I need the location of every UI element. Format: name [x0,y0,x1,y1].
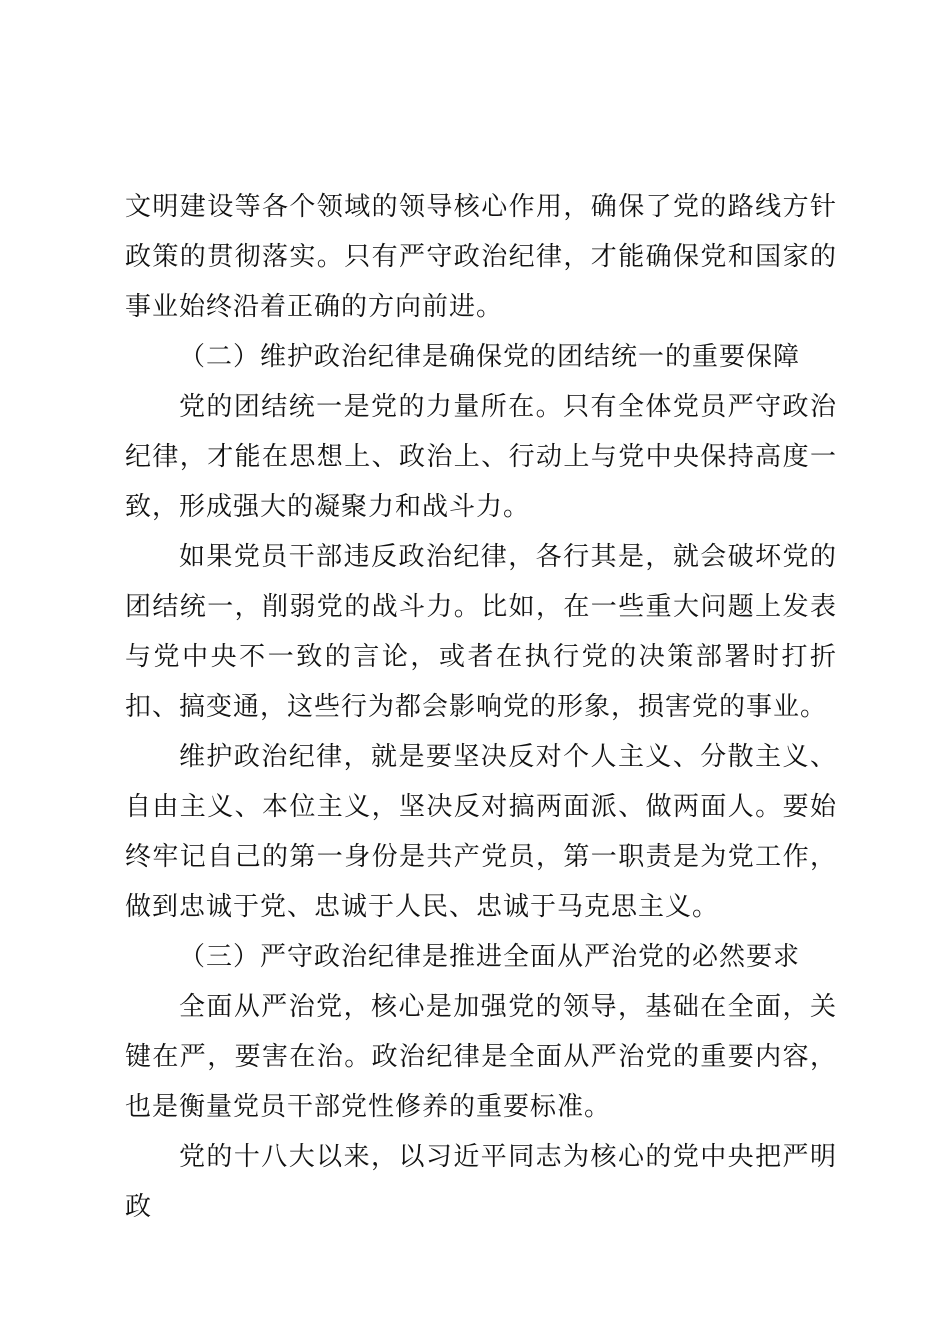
section-heading-two: （二）维护政治纪律是确保党的团结统一的重要保障 [179,342,801,372]
paragraph: 如果党员干部违反政治纪律，各行其是，就会破坏党的团结统一，削弱党的战斗力。比如，在一些重大问题上发表与党中央不一致的言论，或者在执行党的决策部署时打折扣、搞变通，这些行为都会影响党的形象，损害党的事业。 [125,542,837,722]
paragraph: 党的团结统一是党的力量所在。只有全体党员严守政治纪律，才能在思想上、政治上、行动上与党中央保持高度一致，形成强大的凝聚力和战斗力。 [125,392,837,522]
document-body [125,182,837,1232]
paragraph-continuation: 文明建设等各个领域的领导核心作用，确保了党的路线方针政策的贯彻落实。只有严守政治纪律，才能确保党和国家的事业始终沿着正确的方向前进。 [125,192,837,322]
paragraph: 党的十八大以来，以习近平同志为核心的党中央把严明政 [125,1142,837,1222]
section-heading-three: （三）严守政治纪律是推进全面从严治党的必然要求 [179,942,801,972]
paragraph: 维护政治纪律，就是要坚决反对个人主义、分散主义、自由主义、本位主义，坚决反对搞两面派、做两面人。要始终牢记自己的第一身份是共产党员，第一职责是为党工作，做到忠诚于党、忠诚于人民、忠诚于马克思主义。 [125,742,837,922]
paragraph: 全面从严治党，核心是加强党的领导，基础在全面，关键在严，要害在治。政治纪律是全面从严治党的重要内容，也是衡量党员干部党性修养的重要标准。 [125,992,837,1122]
